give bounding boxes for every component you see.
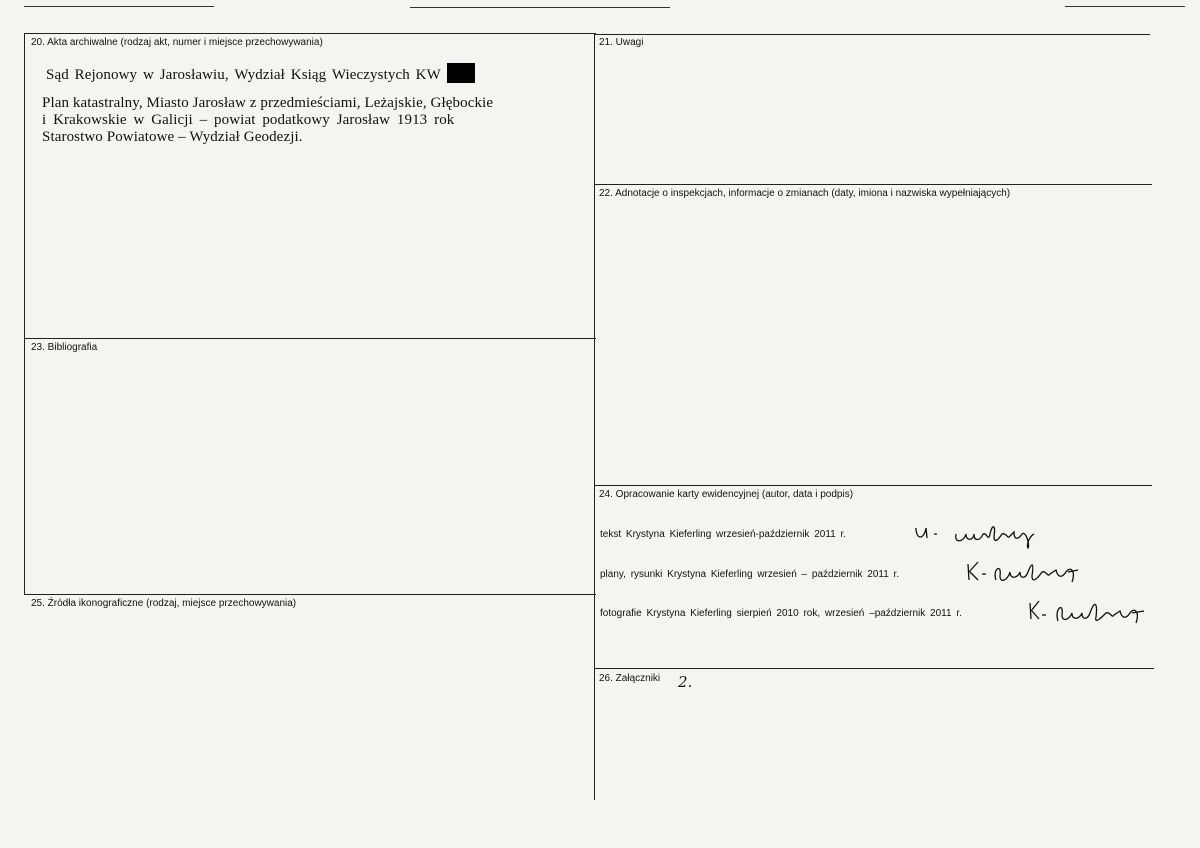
section-26-label: 26. Załączniki xyxy=(599,673,661,684)
section-24-label: 24. Opracowanie karty ewidencyjnej (autor, data i podpis) xyxy=(599,489,854,500)
scan-mark xyxy=(1065,6,1185,7)
archive-court-line xyxy=(46,63,475,84)
redaction-box xyxy=(447,63,475,83)
signature-3 xyxy=(1024,595,1154,629)
rule-s23 xyxy=(24,338,596,339)
section-25-label: 25. Źródła ikonograficzne (rodzaj, miejsce przechowywania) xyxy=(31,598,297,609)
signature-1 xyxy=(910,518,1050,552)
section-20-label: 20. Akta archiwalne (rodzaj akt, numer i miejsce przechowywania) xyxy=(31,37,323,48)
rule-s26 xyxy=(594,668,1154,669)
signature-2 xyxy=(962,556,1092,588)
archive-plan-line-2: i Krakowskie w Galicji – powiat podatkowy Jarosław 1913 rok xyxy=(42,112,455,128)
prepared-plans-row: plany, rysunki Krystyna Kieferling wrzesień – październik 2011 r. xyxy=(600,569,900,580)
prepared-photos-row: fotografie Krystyna Kieferling sierpień 2010 rok, wrzesień –październik 2011 r. xyxy=(600,608,962,619)
rule-left-edge xyxy=(24,33,25,595)
archive-plan-line-3: Starostwo Powiatowe – Wydział Geodezji. xyxy=(42,129,303,145)
rule-s22 xyxy=(594,184,1152,185)
section-23-label: 23. Bibliografia xyxy=(31,342,98,353)
prepared-text-row: tekst Krystyna Kieferling wrzesień-październik 2011 r. xyxy=(600,529,847,540)
rule-center-divider xyxy=(594,33,595,800)
scan-mark xyxy=(410,7,670,8)
rule-s24 xyxy=(594,485,1152,486)
archive-plan-line-1: Plan katastralny, Miasto Jarosław z przedmieściami, Leżajskie, Głębockie xyxy=(42,95,494,111)
section-22-label: 22. Adnotacje o inspekcjach, informacje o zmianach (daty, imiona i nazwiska wypełniających) xyxy=(599,188,1011,199)
rule-top-left xyxy=(24,33,596,34)
scan-mark xyxy=(24,6,214,7)
attachments-count: 2. xyxy=(678,673,693,691)
rule-s25 xyxy=(24,594,596,595)
rule-top-right xyxy=(594,34,1150,35)
section-21-label: 21. Uwagi xyxy=(599,37,644,48)
archive-court-text: Sąd Rejonowy w Jarosławiu, Wydział Ksiąg Wieczystych KW xyxy=(46,67,441,83)
